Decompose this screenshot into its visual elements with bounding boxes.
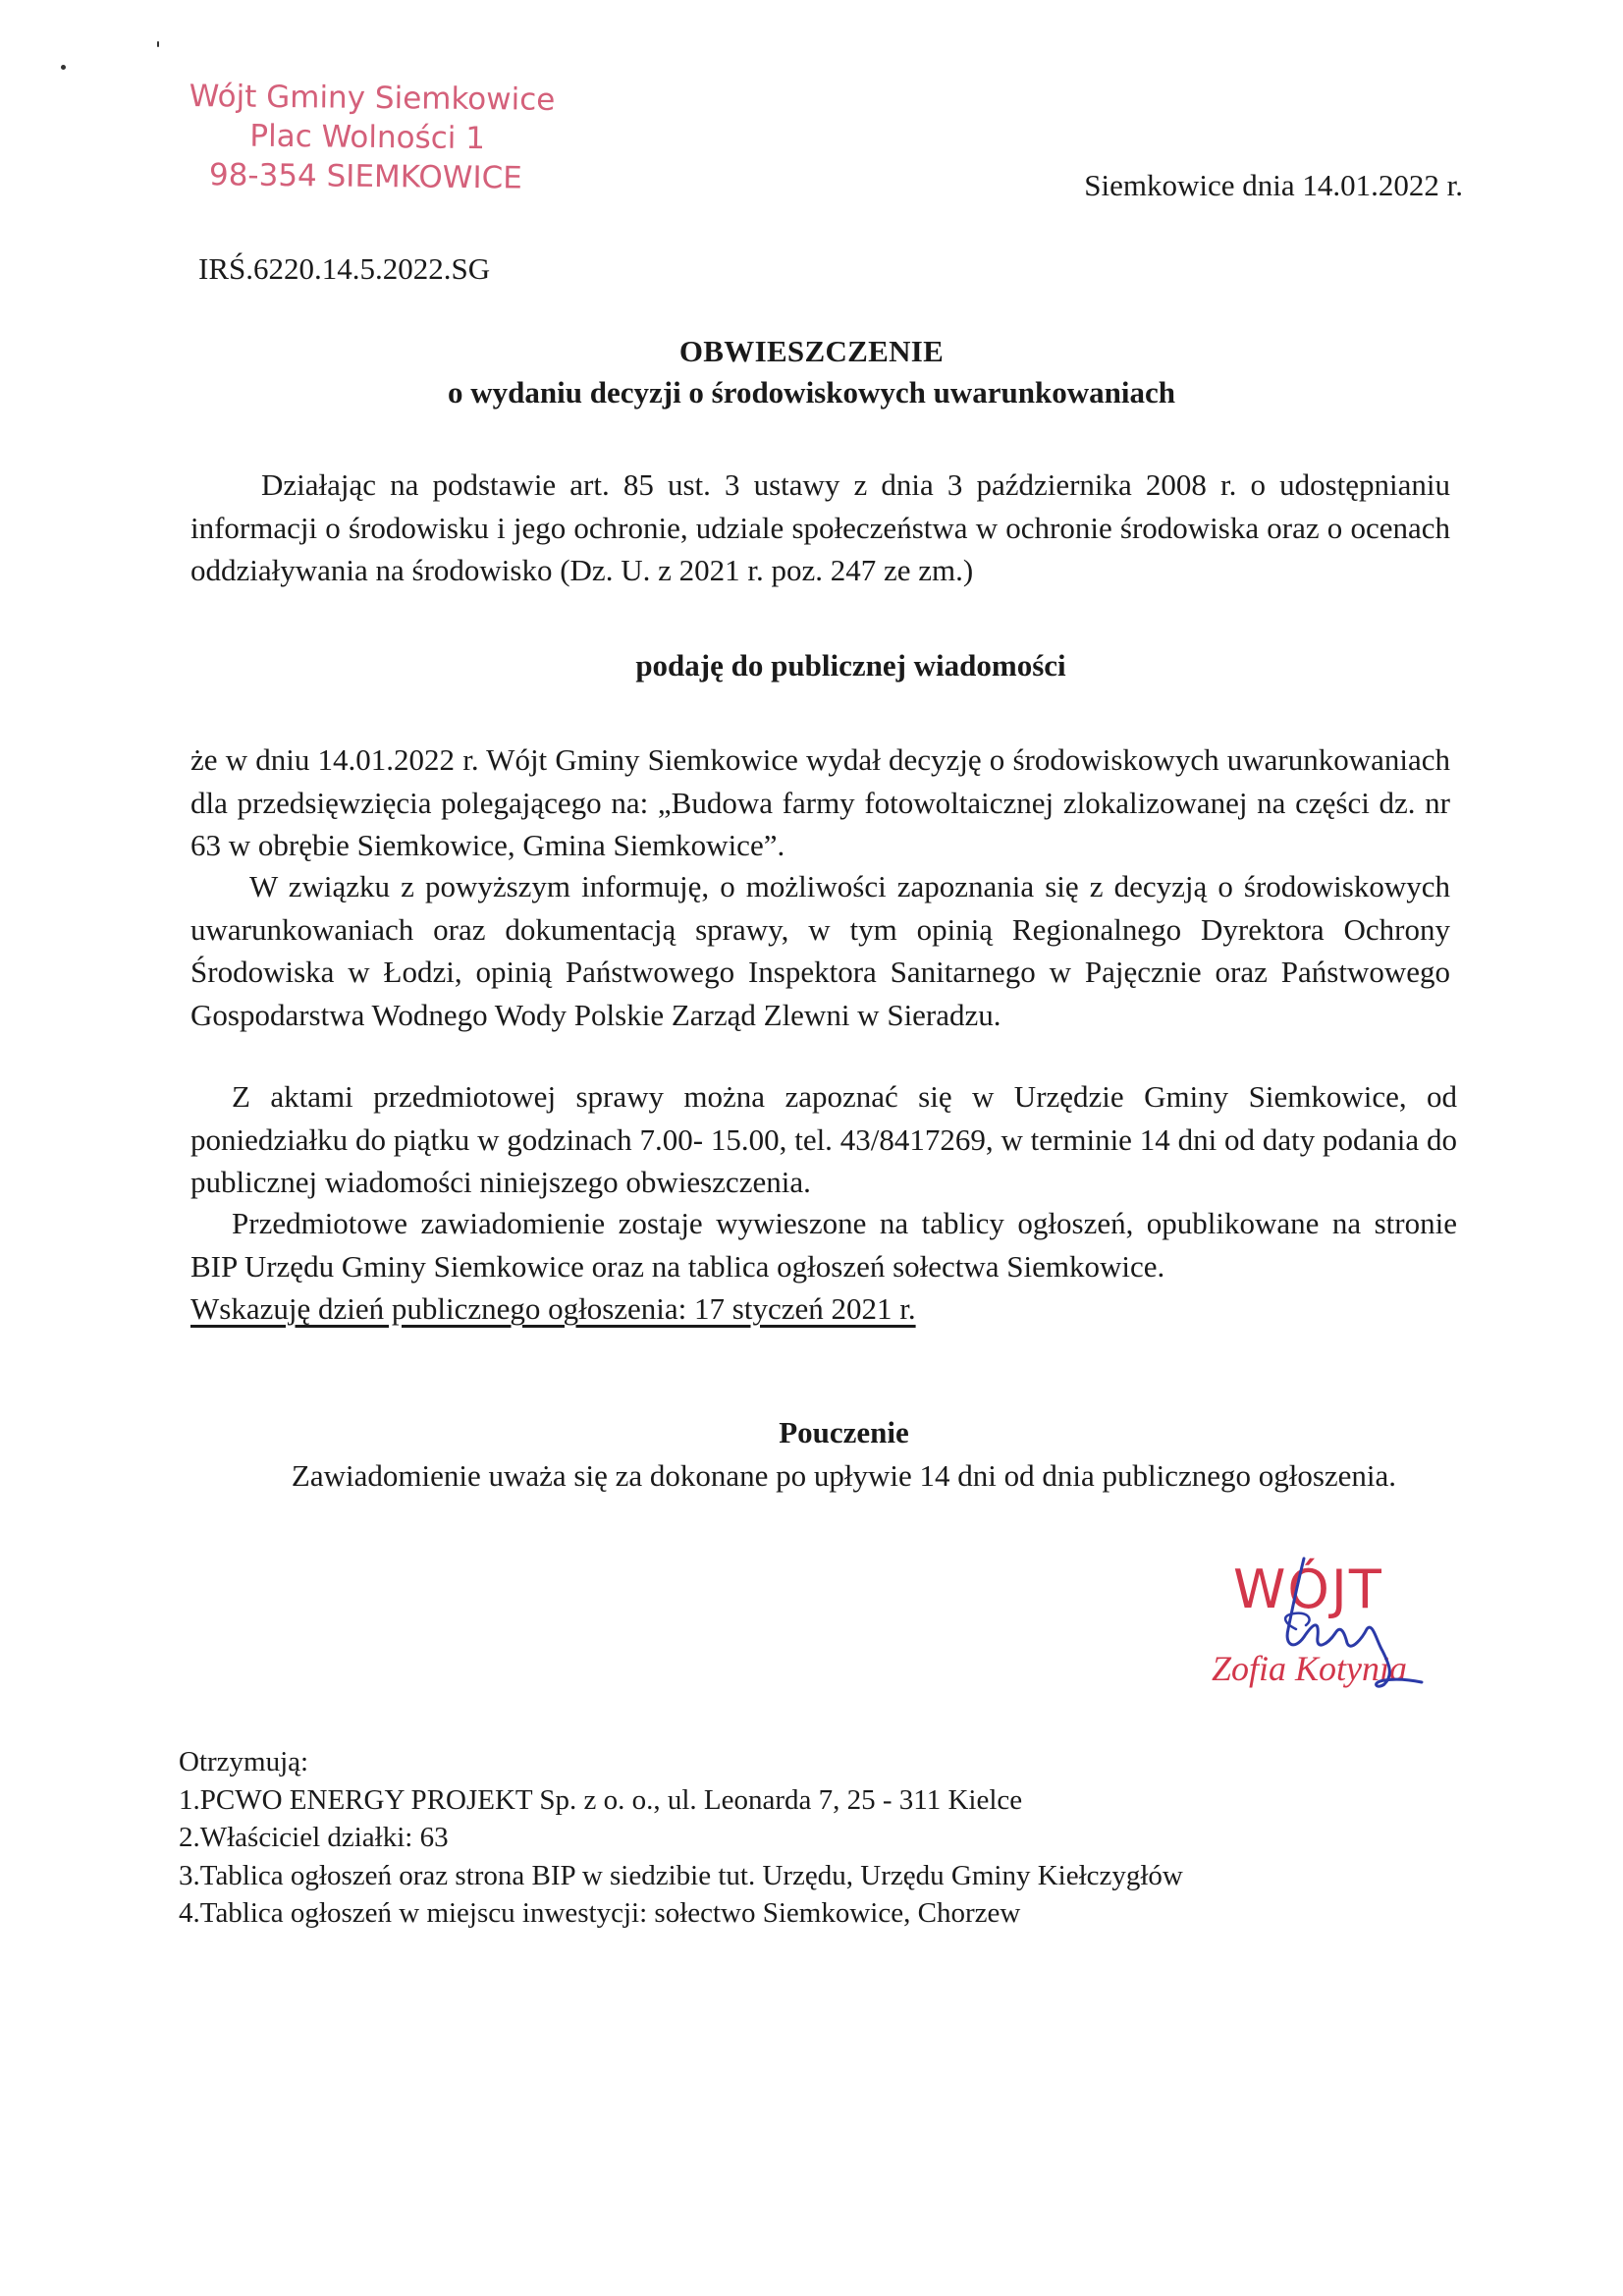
office-stamp [189,77,556,198]
access-paragraph: Z aktami przedmiotowej sprawy można zapoznać się w Urzędzie Gminy Siemkowice, od poniedziałku do piątku w godzinach 7.00- 15.00, tel. 43/8417269, w terminie 14 dni od daty podania do publicznej wiadomości niniejszego obwieszczenia. [190,1079,1457,1199]
information-paragraph: W związku z powyższym informuję, o możliwości zapoznania się z decyzją o środowiskowych uwarunkowaniach oraz dokumentacją sprawy, w tym opinią Regionalnego Dyrektora Ochrony Środowiska w Łodzi, opinią Państwowego Inspektora Sanitarnego w Pajęcznie oraz Państwowego Gospodarstwa Wodnego Wody Polskie Zarząd Zlewni w Sieradzu. [190,869,1450,1032]
announcement-heading: podaję do publicznej wiadomości [635,648,1066,683]
scan-speck [61,65,66,70]
stamp-line-street: Plac Wolności 1 [249,118,486,157]
signature-stamp [1198,1527,1453,1723]
recipient-item: 4.Tablica ogłoszeń w miejscu inwestycji: sołectwo Siemkowice, Chorzew [179,1897,1021,1929]
stamp-line-office: Wójt Gminy Siemkowice [189,78,556,118]
publication-paragraph: Przedmiotowe zawiadomienie zostaje wywieszone na tablicy ogłoszeń, opublikowane na stronie BIP Urzędu Gminy Siemkowice oraz na tablica ogłoszeń sołectwa Siemkowice. [190,1206,1457,1284]
recipient-item: 3.Tablica ogłoszeń oraz strona BIP w siedzibie tut. Urzędu, Urzędu Gminy Kiełczygłów [179,1859,1183,1891]
signature-title: WÓJT [1233,1558,1383,1620]
signature-name: Zofia Kotynia [1212,1649,1408,1688]
recipient-item: 2.Właściciel działki: 63 [179,1822,449,1853]
scan-speck [157,41,159,47]
document-subtitle: o wydaniu decyzji o środowiskowych uwarunkowaniach [448,375,1175,410]
instruction-text: Zawiadomienie uważa się za dokonane po upływie 14 dni od dnia publicznego ogłoszenia. [291,1458,1397,1493]
decision-paragraph: że w dniu 14.01.2022 r. Wójt Gminy Siemkowice wydał decyzję o środowiskowych uwarunkowaniach dla przedsięwzięcia polegającego na: „Budowa farmy fotowoltaicznej zlokalizowanej na części dz. nr 63 w obrębie Siemkowice, Gmina Siemkowice”. [190,742,1450,862]
recipient-item: 1.PCWO ENERGY PROJEKT Sp. z o. o., ul. Leonarda 7, 25 - 311 Kielce [179,1783,1023,1816]
public-notice-day: Wskazuję dzień publicznego ogłoszenia: 17 styczeń 2021 r. [190,1291,916,1326]
stamp-line-postcode: 98-354 SIEMKOWICE [208,157,522,196]
reference-number: IRŚ.6220.14.5.2022.SG [198,251,491,286]
document-title: OBWIESZCZENIE [678,334,945,368]
instruction-heading: Pouczenie [779,1415,909,1449]
legal-basis-paragraph: Działając na podstawie art. 85 ust. 3 ustawy z dnia 3 października 2008 r. o udostępnianiu informacji o środowisku i jego ochronie, udziale społeczeństwa w ochronie środowiska oraz o ocenach oddziaływania na środowisko (Dz. U. z 2021 r. poz. 247 ze zm.) [190,467,1450,587]
recipients-list [179,1743,1183,1933]
recipients-heading: Otrzymują: [179,1746,309,1777]
place-and-date: Siemkowice dnia 14.01.2022 r. [1084,168,1463,202]
